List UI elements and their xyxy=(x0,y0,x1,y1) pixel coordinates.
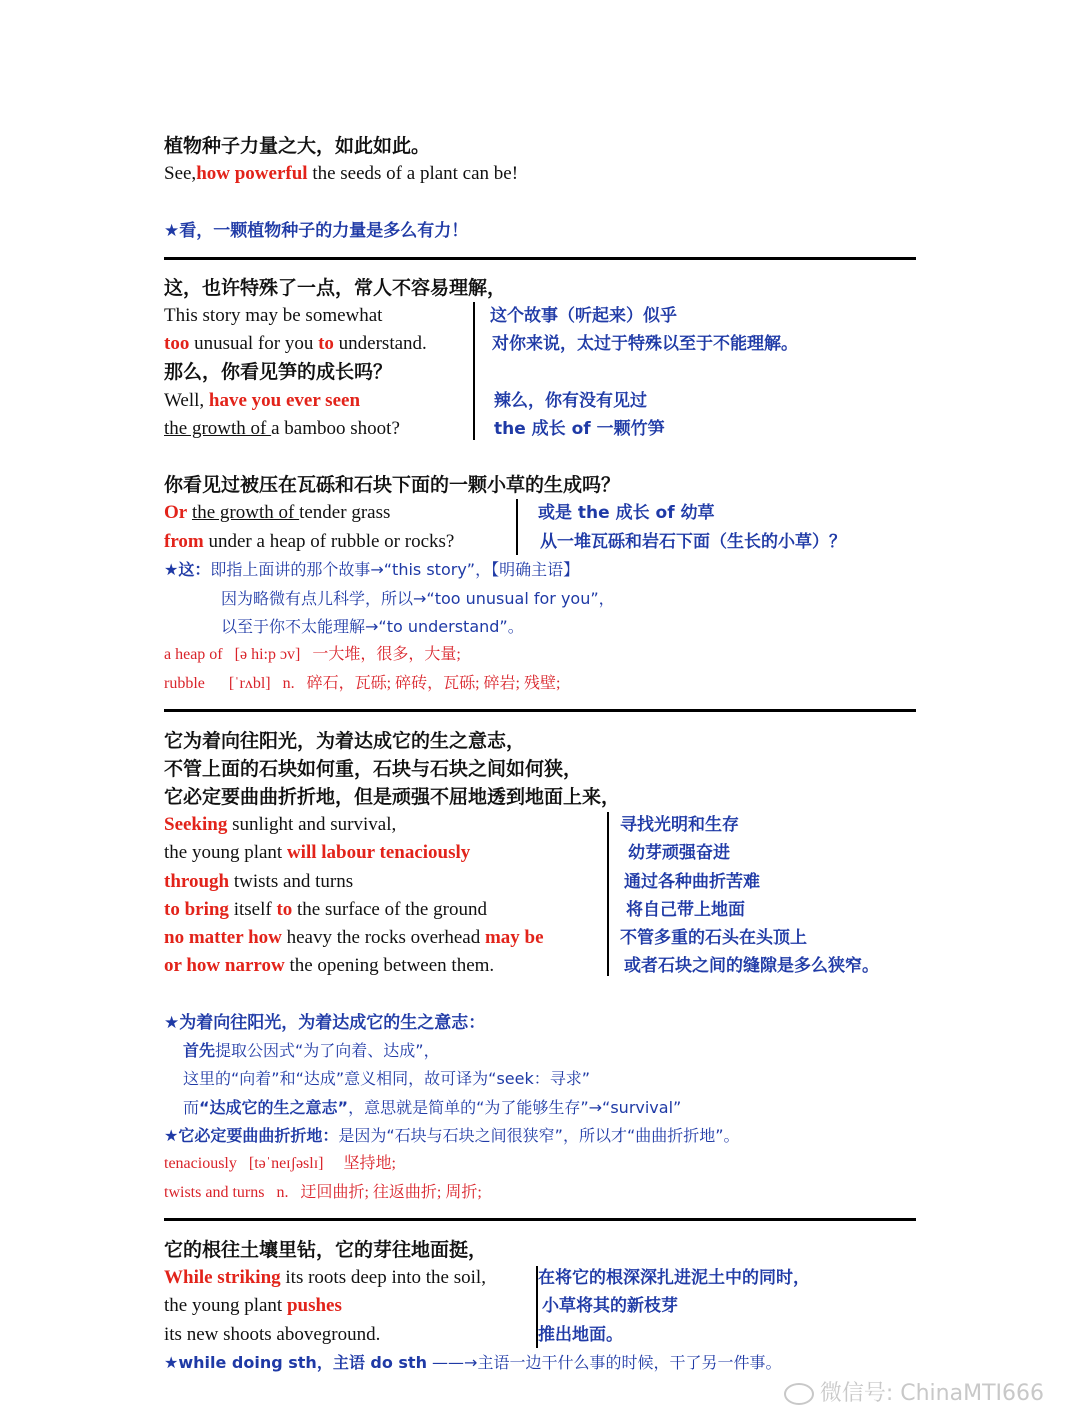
s4-en-line4 xyxy=(164,897,487,923)
s3-en-line1 xyxy=(164,500,390,526)
s4-l3-post: twists and turns xyxy=(229,871,354,892)
s4-translation-6: 或者石块之间的缝隙是多么狭窄。 xyxy=(624,956,879,976)
wechat-icon xyxy=(784,1383,814,1405)
s4-note-1: ★为着向往阳光，为着达成它的生之意志： xyxy=(164,1013,486,1033)
s5-translation-3: 推出地面。 xyxy=(538,1325,623,1345)
s3-note-1 xyxy=(164,557,579,583)
s4-l4-mid: itself xyxy=(228,899,277,920)
s2-translation-4: the 成长 of 一颗竹笋 xyxy=(494,419,665,439)
s5-en-line1 xyxy=(164,1265,486,1291)
s2-translation-3: 辣么，你有没有见过 xyxy=(494,391,647,411)
s4-l4-red2: to xyxy=(276,899,293,920)
s4-translation-3: 通过各种曲折苦难 xyxy=(624,872,760,892)
s5-note-1 xyxy=(164,1350,781,1376)
watermark xyxy=(784,1376,1044,1407)
s4-note2-text: 提取公因式“为了向着、达成”， xyxy=(215,1041,440,1060)
s4-chinese-line-2: 不管上面的石块如何重，石块与石块之间如何狭， xyxy=(164,758,583,780)
s4-chinese-line-1: 它为着向往阳光，为着达成它的生之意志， xyxy=(164,730,526,752)
s4-note4-pre: 而 xyxy=(183,1098,200,1117)
s2-en4-underlined: the growth of xyxy=(164,418,272,439)
s2-en2-red2: to xyxy=(318,333,334,354)
s4-l6-post: the opening between them. xyxy=(284,955,495,976)
s4-en-line5 xyxy=(164,925,544,951)
s3-note1-star: ★这： xyxy=(164,560,211,579)
s3-note-3: 以至于你不太能理解→“to understand”。 xyxy=(221,617,524,636)
s3-en1-post: tender grass xyxy=(299,502,391,523)
s2-translation-2: 对你来说，太过于特殊以至于不能理解。 xyxy=(492,334,798,354)
s3-en-line2 xyxy=(164,529,454,555)
s4-note-2 xyxy=(183,1038,440,1064)
s4-translation-4: 将自己带上地面 xyxy=(626,900,745,920)
s4-l2-pre: the young plant xyxy=(164,842,287,863)
s4-note4-bold: “达成它的生之意志” xyxy=(199,1098,349,1117)
s1-english-line xyxy=(164,161,518,187)
s4-note2-bold: 首先 xyxy=(183,1041,216,1060)
s3-note-2: 因为略微有点儿科学，所以→“too unusual for you”， xyxy=(221,589,615,608)
s1-note: ★看，一颗植物种子的力量是多么有力！ xyxy=(164,221,469,241)
s4-l5-red2: may be xyxy=(484,927,544,948)
s3-en2-post: under a heap of rubble or rocks? xyxy=(203,531,455,552)
s5-l1-post: its roots deep into the soil, xyxy=(280,1267,486,1288)
s2-chinese-line: 那么，你看见笋的成长吗？ xyxy=(164,361,393,383)
s5-translation-2: 小草将其的新枝芽 xyxy=(542,1296,678,1316)
s3-en1-red: Or xyxy=(164,502,188,523)
s1-en-post: the seeds of a plant can be! xyxy=(307,163,519,184)
s2-en2-red: too xyxy=(164,333,190,354)
s2-translation-1: 这个故事（听起来）似乎 xyxy=(490,306,677,326)
s4-en-line2 xyxy=(164,840,470,866)
s4-translation-5: 不管多重的石头在头顶上 xyxy=(620,928,807,948)
s4-l5-mid: heavy the rocks overhead xyxy=(281,927,485,948)
s1-en-pre: See, xyxy=(164,163,197,184)
s4-en-line6 xyxy=(164,953,494,979)
s5-note1-text: ——→主语一边干什么事的时候，干了另一件事。 xyxy=(426,1353,782,1372)
s3-translation-2: 从一堆瓦砾和岩石下面（生长的小草）？ xyxy=(540,532,846,552)
s5-l2-red: pushes xyxy=(286,1295,342,1316)
s3-note1-text: 即指上面讲的那个故事→“this story”，【明确主语】 xyxy=(210,560,580,579)
s2-en4-post: a bamboo shoot? xyxy=(271,418,400,439)
s4-en-line3 xyxy=(164,869,353,895)
s4-chinese-line-3: 它必定要曲曲折折地，但是顽强不屈地透到地面上来， xyxy=(164,786,621,808)
s2-en2-post: understand. xyxy=(333,333,427,354)
divider xyxy=(164,709,916,712)
s5-en-line3: its new shoots aboveground. xyxy=(164,1324,381,1345)
s4-en-line1 xyxy=(164,812,396,838)
s2-en-line1: This story may be somewhat xyxy=(164,305,383,326)
s3-vocab-2: rubble [ˈrʌbl] n. 碎石，瓦砾; 碎砖，瓦砾; 碎岩; 残壁; xyxy=(164,675,561,692)
watermark-text: 微信号: ChinaMTI666 xyxy=(819,1381,1044,1406)
s5-translation-1: 在将它的根深深扎进泥土中的同时， xyxy=(538,1268,810,1288)
s4-l5-red: no matter how xyxy=(164,927,282,948)
s2-chinese-title: 这，也许特殊了一点，常人不容易理解， xyxy=(164,277,507,299)
s4-l3-red: through xyxy=(164,871,230,892)
s4-l1-red: Seeking xyxy=(164,814,228,835)
s2-en-line4 xyxy=(164,416,400,442)
s4-note-3: 这里的“向着”和“达成”意义相同，故可译为“seek：寻求” xyxy=(183,1069,591,1088)
s2-en3-red: have you ever seen xyxy=(208,390,361,411)
divider-vertical xyxy=(516,499,518,555)
s5-l1-red: While striking xyxy=(164,1267,281,1288)
s4-l1-post: sunlight and survival, xyxy=(227,814,397,835)
s4-vocab-2: twists and turns n. 迂回曲折; 往返曲折; 周折; xyxy=(164,1184,482,1201)
s1-en-red: how powerful xyxy=(196,163,308,184)
s2-en2-mid: unusual for you xyxy=(189,333,319,354)
s3-en2-red: from xyxy=(164,531,204,552)
s4-note4-text: ，意思就是简单的“为了能够生存”→“survival” xyxy=(348,1098,682,1117)
s5-l2-pre: the young plant xyxy=(164,1295,287,1316)
s2-en3-pre: Well, xyxy=(164,390,209,411)
s1-chinese-title: 植物种子力量之大，如此如此。 xyxy=(164,135,431,157)
s3-chinese-title: 你看见过被压在瓦砾和石块下面的一颗小草的生成吗？ xyxy=(164,474,621,496)
s5-en-line2 xyxy=(164,1293,342,1319)
s2-en-line3 xyxy=(164,388,360,414)
s4-translation-2: 幼芽顽强奋进 xyxy=(628,843,730,863)
s3-translation-1: 或是 the 成长 of 幼草 xyxy=(538,503,715,523)
s5-note1-bold: ★while doing sth，主语 do sth xyxy=(164,1353,427,1372)
divider-vertical xyxy=(473,302,475,440)
s4-note5-text: 是因为“石块与石块之间很狭窄”，所以才“曲曲折折地”。 xyxy=(338,1126,740,1145)
s4-l6-red: or how narrow xyxy=(164,955,285,976)
s4-note-5 xyxy=(164,1123,740,1149)
divider xyxy=(164,257,916,260)
divider-vertical xyxy=(607,812,609,976)
s4-note-4 xyxy=(183,1095,681,1121)
s3-en1-underlined: the growth of xyxy=(191,502,300,523)
divider xyxy=(164,1218,916,1221)
s3-vocab-1: a heap of [ə hi:p ɔv] 一大堆，很多，大量; xyxy=(164,646,461,663)
s4-vocab-1: tenaciously [təˈneɪʃəslɪ] 坚持地; xyxy=(164,1155,396,1172)
s4-l2-red: will labour tenaciously xyxy=(286,842,471,863)
s4-translation-1: 寻找光明和生存 xyxy=(620,815,739,835)
s4-note5-bold: ★它必定要曲曲折折地： xyxy=(164,1126,339,1145)
s5-chinese-line: 它的根往土壤里钻，它的芽往地面挺， xyxy=(164,1239,488,1261)
s2-en-line2 xyxy=(164,331,427,357)
s4-l4-red: to bring xyxy=(164,899,229,920)
s4-l4-post: the surface of the ground xyxy=(292,899,487,920)
